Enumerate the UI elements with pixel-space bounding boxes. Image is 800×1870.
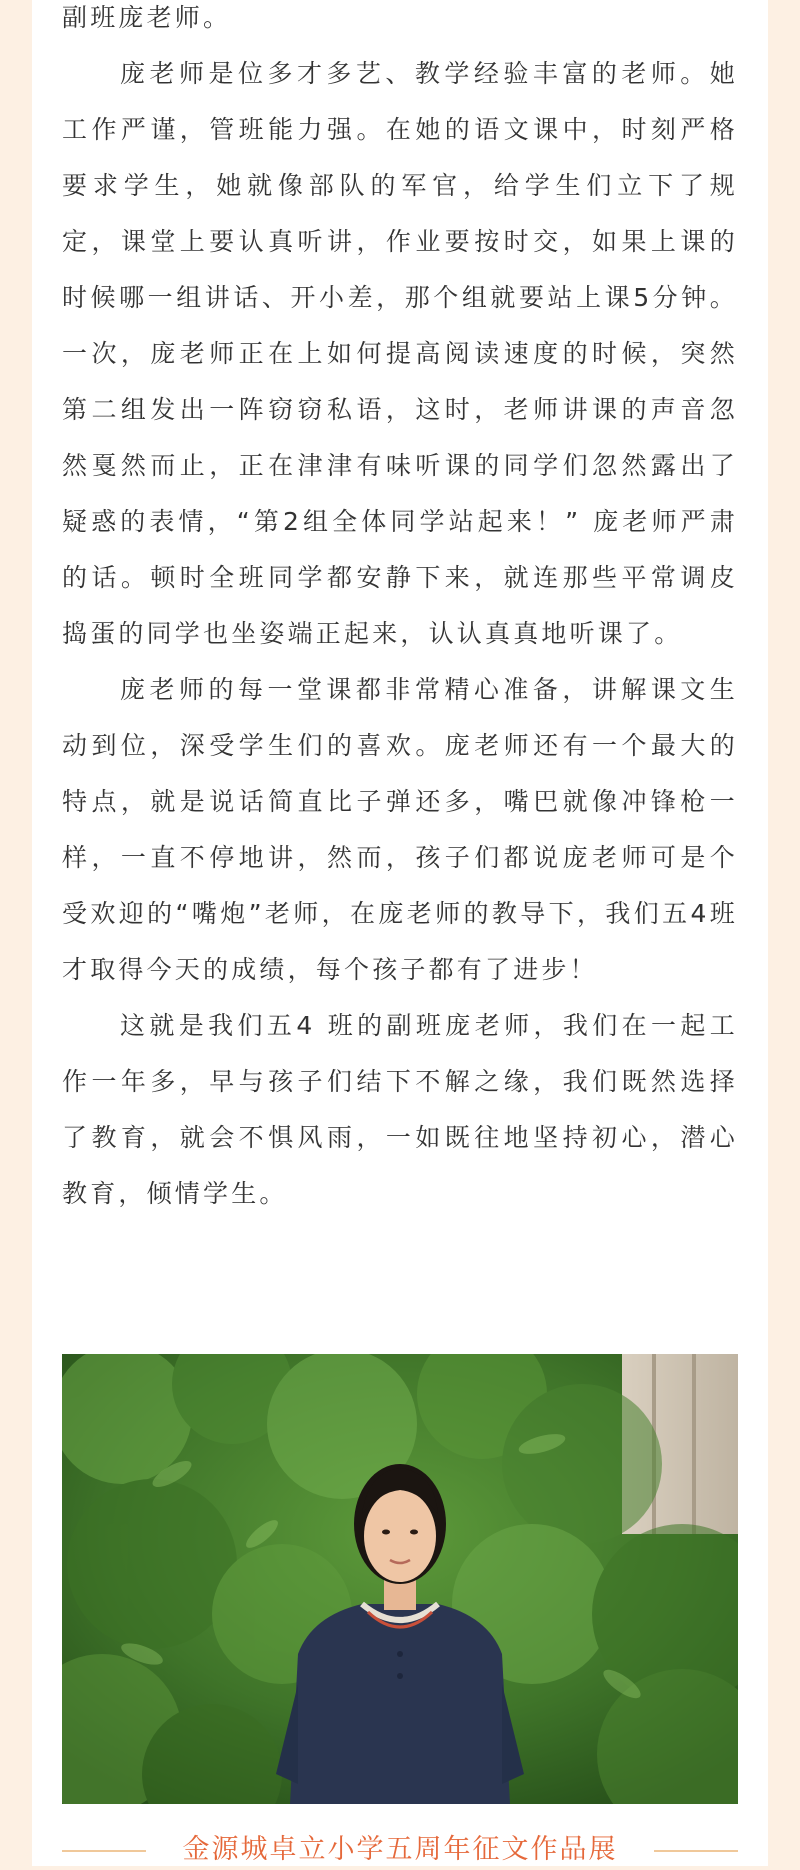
footer-banner — [62, 1830, 738, 1870]
paragraph-3: 庞老师的每一堂课都非常精心准备，讲解课文生动到位，深受学生们的喜欢。庞老师还有一个最大的特点，就是说话简直比子弹还多，嘴巴就像冲锋枪一样，一直不停地讲，然而，孩子们都说庞老师可是个受欢迎的“嘴炮”老师，在庞老师的教导下，我们五4班才取得今天的成绩，每个孩子都有了进步！ — [62, 675, 738, 984]
teacher-photo-image — [62, 1354, 738, 1804]
paragraph-4: 这就是我们五4 班的副班庞老师，我们在一起工作一年多，早与孩子们结下不解之缘，我们既然选择了教育，就会不惧风雨，一如既往地坚持初心，潜心教育，倾情学生。 — [62, 1011, 738, 1208]
paragraph-1: 副班庞老师。 — [62, 3, 232, 32]
article-body — [62, 0, 738, 1222]
footer-title: 金源城卓立小学五周年征文作品展 — [182, 1834, 618, 1865]
paragraph-2: 庞老师是位多才多艺、教学经验丰富的老师。她工作严谨，管班能力强。在她的语文课中，时刻严格要求学生，她就像部队的军官，给学生们立下了规定，课堂上要认真听讲，作业要按时交，如果上课的时候哪一组讲话、开小差，那个组就要站上课5分钟。一次，庞老师正在上如何提高阅读速度的时候，突然第二组发出一阵窃窃私语，这时，老师讲课的声音忽然戛然而止，正在津津有味听课的同学们忽然露出了疑惑的表情，“第2组全体同学站起来！” 庞老师严肃的话。顿时全班同学都安静下来，就连那些平常调皮捣蛋的同学也坐姿端正起来，认认真真地听课了。 — [62, 59, 738, 648]
teacher-photo — [62, 1354, 738, 1804]
footer-divider-right — [654, 1850, 738, 1852]
